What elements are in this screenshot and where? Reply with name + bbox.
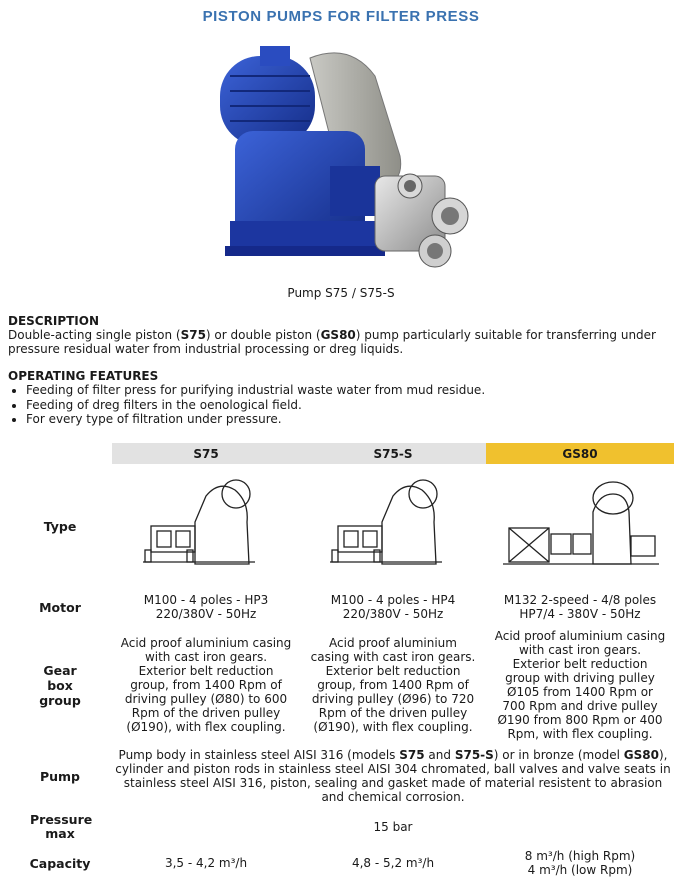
capacity-cell: 3,5 - 4,2 m³/h: [164, 856, 248, 870]
row-label-pressure: Pressure max: [30, 812, 93, 841]
row-label-motor: Motor: [39, 599, 81, 615]
model-gs80: GS80: [320, 328, 356, 342]
gearbox-cell: Acid proof aluminium casing with cast iron gears. Exterior belt reduction group, from 1400 Rpm of driving pulley (Ø96) to 720 Rpm of the driven pulley (Ø190), with flex coupling.: [310, 636, 476, 734]
type-diagram-gs80: [486, 464, 674, 588]
feature-item: • Feeding of dreg filters in the oenological field.: [26, 398, 668, 413]
type-diagram-s75: [112, 464, 300, 588]
motor-cell: M100 - 4 poles - HP4 220/380V - 50Hz: [330, 593, 456, 621]
pressure-value: 15 bar: [373, 820, 413, 834]
spec-table: [8, 443, 674, 880]
pump-photo-caption: Pump S75 / S75-S: [287, 286, 395, 300]
motor-cell: M132 2-speed - 4/8 poles HP7/4 - 380V - 50Hz: [503, 593, 657, 621]
column-header-s75s: S75-S: [300, 443, 486, 464]
feature-item: • Feeding of filter press for purifying industrial waste water from mud residue.: [26, 383, 668, 398]
gearbox-cell: Acid proof aluminium casing with cast iron gears. Exterior belt reduction group with driving pulley Ø105 from 1400 Rpm or 700 Rpm and drive pulley Ø190 from 800 Rpm or 400 Rpm, with flex coupling.: [494, 629, 666, 741]
row-label-type: Type: [43, 518, 77, 534]
type-diagram-s75s: [300, 464, 486, 588]
features-section: [8, 369, 668, 427]
feature-item: • For every type of filtration under pressure.: [26, 412, 668, 427]
pump-photo: [200, 36, 490, 286]
description-section: [8, 314, 668, 356]
page-title: PISTON PUMPS FOR FILTER PRESS: [202, 8, 480, 25]
features-heading: OPERATING FEATURES: [8, 369, 159, 383]
description-heading: DESCRIPTION: [8, 314, 100, 328]
description-text: Double-acting single piston (S75) or double piston (GS80) pump particularly suitable for transferring under pressure residual water from industrial processing or dreg liquids.: [8, 328, 656, 356]
capacity-cell: 4,8 - 5,2 m³/h: [351, 856, 435, 870]
row-label-gearbox: Gear box group: [39, 662, 81, 708]
column-header-s75: S75: [112, 443, 300, 464]
model-s75: S75: [180, 328, 206, 342]
row-label-capacity: Capacity: [29, 855, 91, 871]
gearbox-cell: Acid proof aluminium casing with cast iron gears. Exterior belt reduction group, from 1400 Rpm of driving pulley (Ø80) to 600 Rpm of the driven pulley (Ø190), with flex coupling.: [120, 636, 292, 734]
row-label-pump: Pump: [39, 768, 81, 784]
capacity-cell: 8 m³/h (high Rpm) 4 m³/h (low Rpm): [524, 849, 636, 877]
column-header-gs80: GS80: [486, 443, 674, 464]
pump-description: Pump body in stainless steel AISI 316 (models S75 and S75-S) or in bronze (model GS80), cylinder and piston rods in stainless steel AISI 304 chromated, ball valves and valve seats in stainless steel AISI 316, piston, sealing and gasket made of material resistent to abrasion and chemical corrosion.: [115, 748, 671, 804]
motor-cell: M100 - 4 poles - HP3 220/380V - 50Hz: [143, 593, 269, 621]
features-list: [8, 383, 668, 427]
